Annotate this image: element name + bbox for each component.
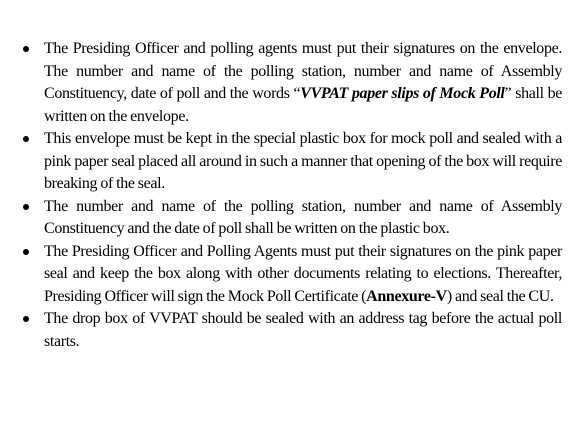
- bullet-text-emphasis: VVPAT paper slips of Mock Poll: [300, 85, 505, 102]
- bullet-text: The drop box of VVPAT should be sealed with an address tag before the actual poll starts.: [44, 310, 562, 350]
- bullet-text-post: ” shall be written on the envelope.: [44, 85, 562, 125]
- bullet-text-pre: The Presiding Officer and Polling Agents must put their signatures on the pink paper seal and keep the box along with other documents relating to elections. Thereafter, Presiding Officer will sign the Mock Poll Certificate (: [44, 242, 562, 305]
- bullet-icon: [23, 249, 29, 255]
- bullet-item-plastic-box-seal: [22, 128, 562, 196]
- bullet-icon: [23, 136, 29, 142]
- bullet-item-signatures-envelope: [22, 38, 562, 128]
- bullet-text: The number and name of the polling station, number and name of Assembly Constituency and the date of poll shall be written on the plastic box.: [44, 197, 562, 237]
- bullet-text: This envelope must be kept in the special plastic box for mock poll and sealed with a pink paper seal placed all around in such a manner that opening of the box will require breaking of the seal.: [44, 130, 562, 192]
- bullet-item-plastic-box-label: [22, 196, 562, 241]
- bullet-text-emphasis: Annexure-V: [366, 287, 447, 305]
- bullet-text-post: ) and seal the CU.: [446, 287, 554, 305]
- bullet-list: [22, 38, 562, 353]
- bullet-icon: [23, 46, 29, 52]
- bullet-icon: [23, 316, 29, 322]
- bullet-text-pre: The Presiding Officer and polling agents must put their signatures on the envelope. The number and name of the polling station, number and name of Assembly Constituency, date of poll and the words “: [44, 40, 562, 102]
- bullet-icon: [23, 204, 29, 210]
- bullet-item-mock-poll-certificate: [22, 241, 562, 309]
- bullet-item-drop-box-seal: [22, 308, 562, 353]
